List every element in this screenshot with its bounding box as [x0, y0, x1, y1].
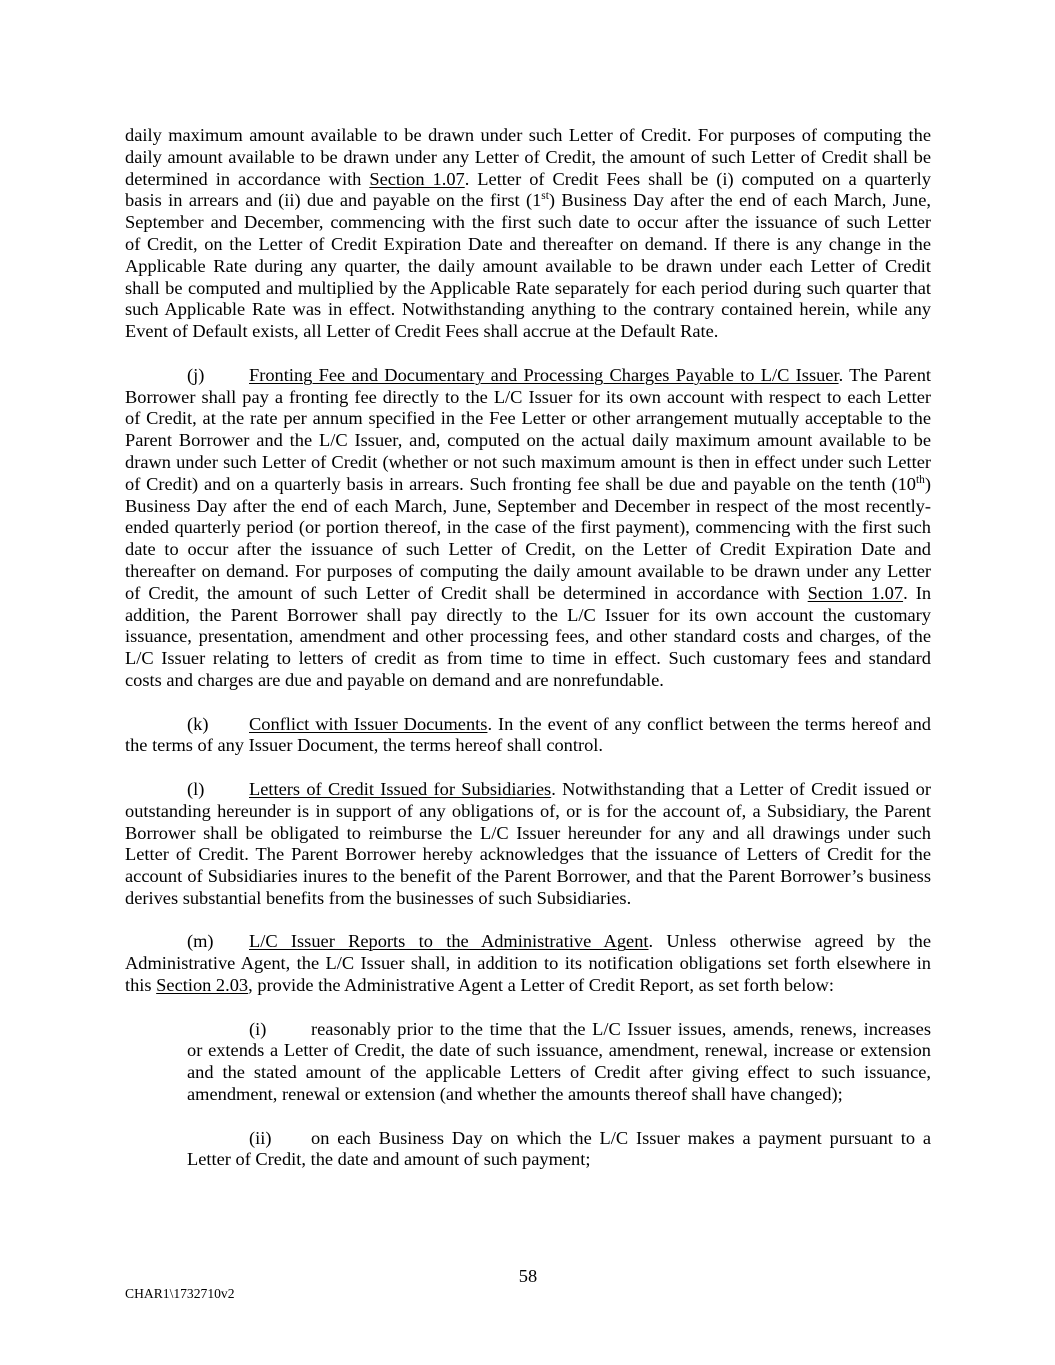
- text-line: [125, 648, 931, 670]
- text-run: of Credit, the amount of such Letter of Credit shall be determined in accordance with: [125, 582, 808, 603]
- clause-label: (i): [249, 1018, 267, 1039]
- text-run: of Credit) and on a quarterly basis in arrears. Such fronting fee shall be due and payable on the tenth (10: [125, 473, 916, 494]
- text-run: determined in accordance with: [125, 168, 370, 189]
- text-run: Letter of Credit. The Parent Borrower hereby acknowledges that the issuance of Letters of Credit for the: [125, 844, 931, 865]
- text-run: addition, the Parent Borrower shall pay directly to the L/C Issuer for its own account the customary: [125, 604, 931, 625]
- subclause-ii: [187, 1128, 931, 1172]
- text-line: [187, 1062, 931, 1084]
- text-run: Applicable Rate during any quarter, the daily amount available to be drawn under each Letter of Credit: [125, 255, 931, 276]
- text-line: [125, 953, 931, 975]
- text-line: [125, 670, 931, 692]
- text-run: and the stated amount of the applicable Letters of Credit after giving effect to such issuance,: [187, 1062, 931, 1083]
- underlined-text: Section 1.07: [807, 582, 904, 603]
- text-run: date to occur after the issuance of such Letter of Credit, on the Letter of Credit Expiration Date and: [125, 539, 931, 560]
- underlined-text: L/C Issuer Reports to the Administrative Agent: [249, 931, 649, 952]
- text-run: of Credit, at the rate per annum specified in the Fee Letter or other arrangement mutually acceptable to the: [125, 408, 931, 429]
- underlined-text: Fronting Fee and Documentary and Processing Charges Payable to L/C Issuer: [249, 364, 839, 385]
- text-line: [125, 779, 931, 801]
- text-run: September and December, commencing with the first such date to occur after the issuance of such Letter: [125, 212, 931, 233]
- text-line: [125, 278, 931, 300]
- text-run: . Notwithstanding that a Letter of Credit issued or: [551, 778, 931, 799]
- text-line: [187, 1040, 931, 1062]
- text-line: [125, 888, 931, 910]
- clause-lead-text: [249, 779, 931, 801]
- clause-label: (k): [187, 713, 209, 734]
- text-run: derives substantial benefits from the businesses of such Subsidiaries.: [125, 887, 632, 908]
- text-run: Event of Default exists, all Letter of Credit Fees shall accrue at the Default Rate.: [125, 321, 719, 342]
- text-run: on each Business Day on which the L/C Issuer makes a payment pursuant to a: [311, 1127, 931, 1148]
- clause-l: [125, 779, 931, 910]
- text-line: [187, 1084, 931, 1106]
- text-run: such Applicable Rate was in effect. Notwithstanding anything to the contrary contained herein, while any: [125, 299, 931, 320]
- text-run: . In the event of any conflict between the terms hereof and: [487, 713, 931, 734]
- underlined-text: Section 2.03: [156, 975, 249, 996]
- text-line: [125, 365, 931, 387]
- text-line: [125, 299, 931, 321]
- text-run: , provide the Administrative Agent a Letter of Credit Report, as set forth below:: [248, 975, 834, 996]
- text-line: [125, 539, 931, 561]
- clause-lead-text: [249, 931, 931, 953]
- text-run: basis in arrears and (ii) due and payable on the first (1: [125, 190, 542, 211]
- text-line: [125, 256, 931, 278]
- text-line: [125, 474, 931, 496]
- text-line: [125, 975, 931, 997]
- text-line: [187, 1149, 931, 1171]
- text-run: Borrower shall be obligated to reimburse the L/C Issuer hereunder for any and all drawings under such: [125, 822, 931, 843]
- text-line: [125, 169, 931, 191]
- text-line: [125, 823, 931, 845]
- clause-j: [125, 365, 931, 692]
- text-line: [125, 452, 931, 474]
- text-line: [125, 561, 931, 583]
- text-run: Business Day after the end of each March, June, September and December in respect of the most recently-: [125, 495, 931, 516]
- text-run: or extends a Letter of Credit, the date of such issuance, amendment, renewal, increase or extension: [187, 1040, 931, 1061]
- clause-lead-text: [311, 1019, 931, 1041]
- text-line: [125, 517, 931, 539]
- text-run: ended quarterly period (or portion thereof, in the case of the first payment), commencing with the first such: [125, 517, 931, 538]
- text-line: [125, 190, 931, 212]
- text-run: costs and charges are due and payable on demand and are nonrefundable.: [125, 669, 664, 690]
- text-line: [125, 583, 931, 605]
- subclause-i: [187, 1019, 931, 1106]
- text-line: [125, 801, 931, 823]
- clause-label: (ii): [249, 1127, 272, 1148]
- text-run: Parent Borrower and the L/C Issuer, and, computed on the actual daily maximum amount available to be: [125, 430, 931, 451]
- text-line: [125, 844, 931, 866]
- text-line: [125, 212, 931, 234]
- text-run: amendment, renewal or extension (and whether the amounts thereof shall have changed);: [187, 1084, 843, 1105]
- underlined-text: Letters of Credit Issued for Subsidiaries: [249, 778, 552, 799]
- text-run: reasonably prior to the time that the L/C Issuer issues, amends, renews, increases: [311, 1018, 931, 1039]
- text-line: [125, 626, 931, 648]
- text-run: . Unless otherwise agreed by the: [648, 931, 931, 952]
- text-run: shall be computed and multiplied by the Applicable Rate separately for each period during such quarter that: [125, 277, 931, 298]
- clause-label: (l): [187, 778, 205, 799]
- text-run: issuance, presentation, amendment and other processing fees, and other standard costs and charges, of the: [125, 626, 931, 647]
- text-run: the terms of any Issuer Document, the terms hereof shall control.: [125, 735, 604, 756]
- text-run: of Credit, on the Letter of Credit Expiration Date and thereafter on demand. If there is any change in the: [125, 233, 931, 254]
- text-line: [187, 1128, 931, 1150]
- clause-label: (m): [187, 931, 214, 952]
- text-run: this: [125, 975, 157, 996]
- text-line: [125, 605, 931, 627]
- text-line: [125, 147, 931, 169]
- document-body: [125, 125, 931, 1171]
- text-run: drawn under such Letter of Credit (whether or not such maximum amount is then in effect under such Letter: [125, 451, 931, 472]
- clause-lead-text: [249, 365, 931, 387]
- superscript-text: st: [541, 190, 549, 203]
- text-line: [125, 931, 931, 953]
- text-run: daily amount available to be drawn under any Letter of Credit, the amount of such Letter of Credit shall be: [125, 146, 931, 167]
- text-line: [125, 321, 931, 343]
- text-line: [125, 234, 931, 256]
- text-run: account of Subsidiaries inures to the benefit of the Parent Borrower, and that the Parent Borrower’s business: [125, 866, 931, 887]
- text-run: thereafter on demand. For purposes of computing the daily amount available to be drawn under any Letter: [125, 560, 931, 581]
- page-number: 58: [518, 1266, 538, 1286]
- text-line: [125, 125, 931, 147]
- clause-lead-text: [249, 714, 931, 736]
- text-run: Borrower shall pay a fronting fee directly to the L/C Issuer for its own account with respect to each Letter: [125, 386, 931, 407]
- text-line: [187, 1019, 931, 1041]
- text-line: [125, 408, 931, 430]
- text-line: [125, 430, 931, 452]
- text-run: ) Business Day after the end of each March, June,: [548, 190, 931, 211]
- text-run: . Letter of Credit Fees shall be (i) computed on a quarterly: [464, 168, 931, 189]
- text-run: . The Parent: [838, 364, 931, 385]
- text-run: L/C Issuer relating to letters of credit as from time to time in effect. Such customary fees and standard: [125, 648, 931, 669]
- text-run: Administrative Agent, the L/C Issuer shall, in addition to its notification obligations set forth elsewhere in: [125, 953, 931, 974]
- text-run: Letter of Credit, the date and amount of such payment;: [187, 1149, 591, 1170]
- text-line: [125, 387, 931, 409]
- clause-label: (j): [187, 364, 205, 385]
- clause-k: [125, 714, 931, 758]
- text-line: [125, 866, 931, 888]
- clause-lead-text: [311, 1128, 931, 1150]
- text-line: [125, 735, 931, 757]
- paragraph-continued: [125, 125, 931, 343]
- clause-m: [125, 931, 931, 996]
- text-run: daily maximum amount available to be drawn under such Letter of Credit. For purposes of computing the: [125, 125, 931, 145]
- superscript-text: th: [916, 473, 925, 486]
- text-run: outstanding hereunder is in support of any obligations of, or is for the account of, a Subsidiary, the Parent: [125, 800, 931, 821]
- underlined-text: Conflict with Issuer Documents: [249, 713, 488, 734]
- text-run: . In: [903, 582, 932, 603]
- text-line: [125, 714, 931, 736]
- text-line: [125, 496, 931, 518]
- document-id: CHAR1\1732710v2: [125, 1286, 235, 1301]
- text-run: ): [924, 473, 931, 494]
- underlined-text: Section 1.07: [369, 168, 465, 189]
